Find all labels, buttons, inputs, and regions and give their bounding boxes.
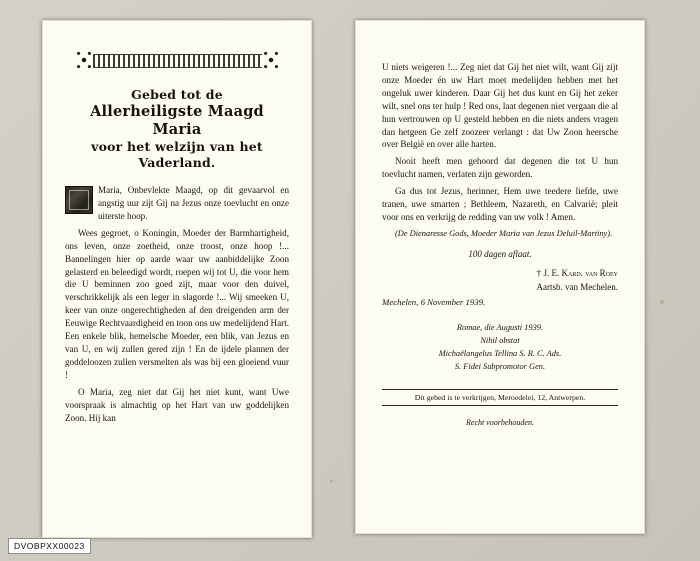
imprimatur-line-4: S. Fidei Subpromotor Gen. <box>454 361 546 371</box>
paragraph: Ga dus tot Jezus, herinner, Hem uwe teedere liefde, uwe tranen, uwe smarten ; Bethleem, Nazareth, en Calvarië; pleit voor ons en verkrijg de redding van uw volk ! Amen. <box>382 186 618 222</box>
signature-name: J. E. Kard. van Roey <box>543 267 618 278</box>
imprimatur-line-2: Nihil obstat <box>480 335 520 345</box>
signature-block <box>382 267 618 295</box>
title-line-3: voor het welzijn van het Vaderland. <box>91 138 263 170</box>
signature-line <box>382 267 618 281</box>
attribution: (De Dienaresse Gods, Moeder Maria van Jezus Deluil-Martiny). <box>395 228 613 238</box>
rights-notice: Recht voorbehouden. <box>466 417 534 427</box>
page-right-content <box>356 21 644 479</box>
indulgence-note: 100 dagen aflaat. <box>468 248 532 259</box>
prayer-body-left <box>65 184 289 424</box>
ornamental-divider-icon <box>75 47 280 73</box>
illuminated-initial-icon <box>65 186 93 214</box>
paragraph: U niets weigeren !... Zeg niet dat Gij het niet wilt, want Gij zijt onze Moeder én uw Hart moet medelijden hebben met het ongeluk uwer kinderen. Daar Gij het dus kunt en Gij het zeker wilt, snel ons ter hulp ! Red ons, laat degenen niet vergaan die al hun vertrouwen op U gesteld hebben en die niets anders vragen dan hetgeen Ge zelf zoozeer verlangt : dat Uw Zoon heersche over België en over alle harten. <box>382 62 618 150</box>
paragraph: Maria, Onbevlekte Maagd, op dit gevaarvol en angstig uur zijt Gij na Jezus onze toevlucht en onze uiterste hoop. <box>98 185 289 221</box>
ornament-left-end-icon <box>75 49 93 71</box>
publisher-notice: Dit gebed is te verkrijgen, Meroedelei, 12, Antwerpen. <box>382 389 618 406</box>
page-left-content <box>43 21 311 493</box>
scan-watermark-label: DVOBPXX00023 <box>8 538 91 554</box>
document-page-right <box>355 20 645 534</box>
ornament-right-end-icon <box>262 49 280 71</box>
scan-speck <box>330 480 333 483</box>
imprimatur-line-1: Romae, die Augusti 1939. <box>456 322 544 332</box>
page-title <box>65 87 289 170</box>
scan-speck <box>660 300 664 304</box>
paragraph: Wees gegroet, o Koningin, Moeder der Barmhartigheid, ons leven, onze zoetheid, onze troost, onze hoop !... Bannelingen hier op aarde waar uw aanbiddelijke Zoon gelasterd en beleedigd wordt, roepen wij tot U, die voor hem die U beminnen zoo goed zijt, maar voor den duivel, verschrikkelijk als een leger in slagorde !... Wij smeeken U, keer van onze ongerechtigheden af den dreigenden arm der Eeuwige Rechtvaardigheid en toon ons uw medelijdend Hart. Een enkele blik, hemelsche Moeder, een blik, van Jezus en van U, en wij zullen gered zijn ! En de ijdele plannen der goddeloozen zullen versmelten als was bij een gloeiend vuur ! <box>65 227 289 380</box>
prayer-body-right <box>382 61 618 240</box>
signature-title: Aartsb. van Mechelen. <box>536 282 618 293</box>
place-and-date: Mechelen, 6 November 1939. <box>382 296 486 307</box>
title-line-2: Allerheiligste Maagd Maria <box>90 102 264 138</box>
document-page-left <box>42 20 312 538</box>
imprimatur-block <box>382 321 618 373</box>
cross-icon: † <box>536 268 542 279</box>
title-line-1: Gebed tot de <box>131 87 223 102</box>
imprimatur-line-3: Michaëlangelus Tellina S. R. C. Ads. <box>438 348 562 358</box>
paragraph: O Maria, zeg niet dat Gij het niet kunt, want Uwe voorspraak is almachtig op het Hart van uw goddelijken Zoon. Hij kan <box>65 386 289 423</box>
ornament-bar-icon <box>93 54 262 68</box>
paragraph: Nooit heeft men gehoord dat degenen die tot U hun toevlucht namen, verlaten zijn geworden. <box>382 156 618 180</box>
